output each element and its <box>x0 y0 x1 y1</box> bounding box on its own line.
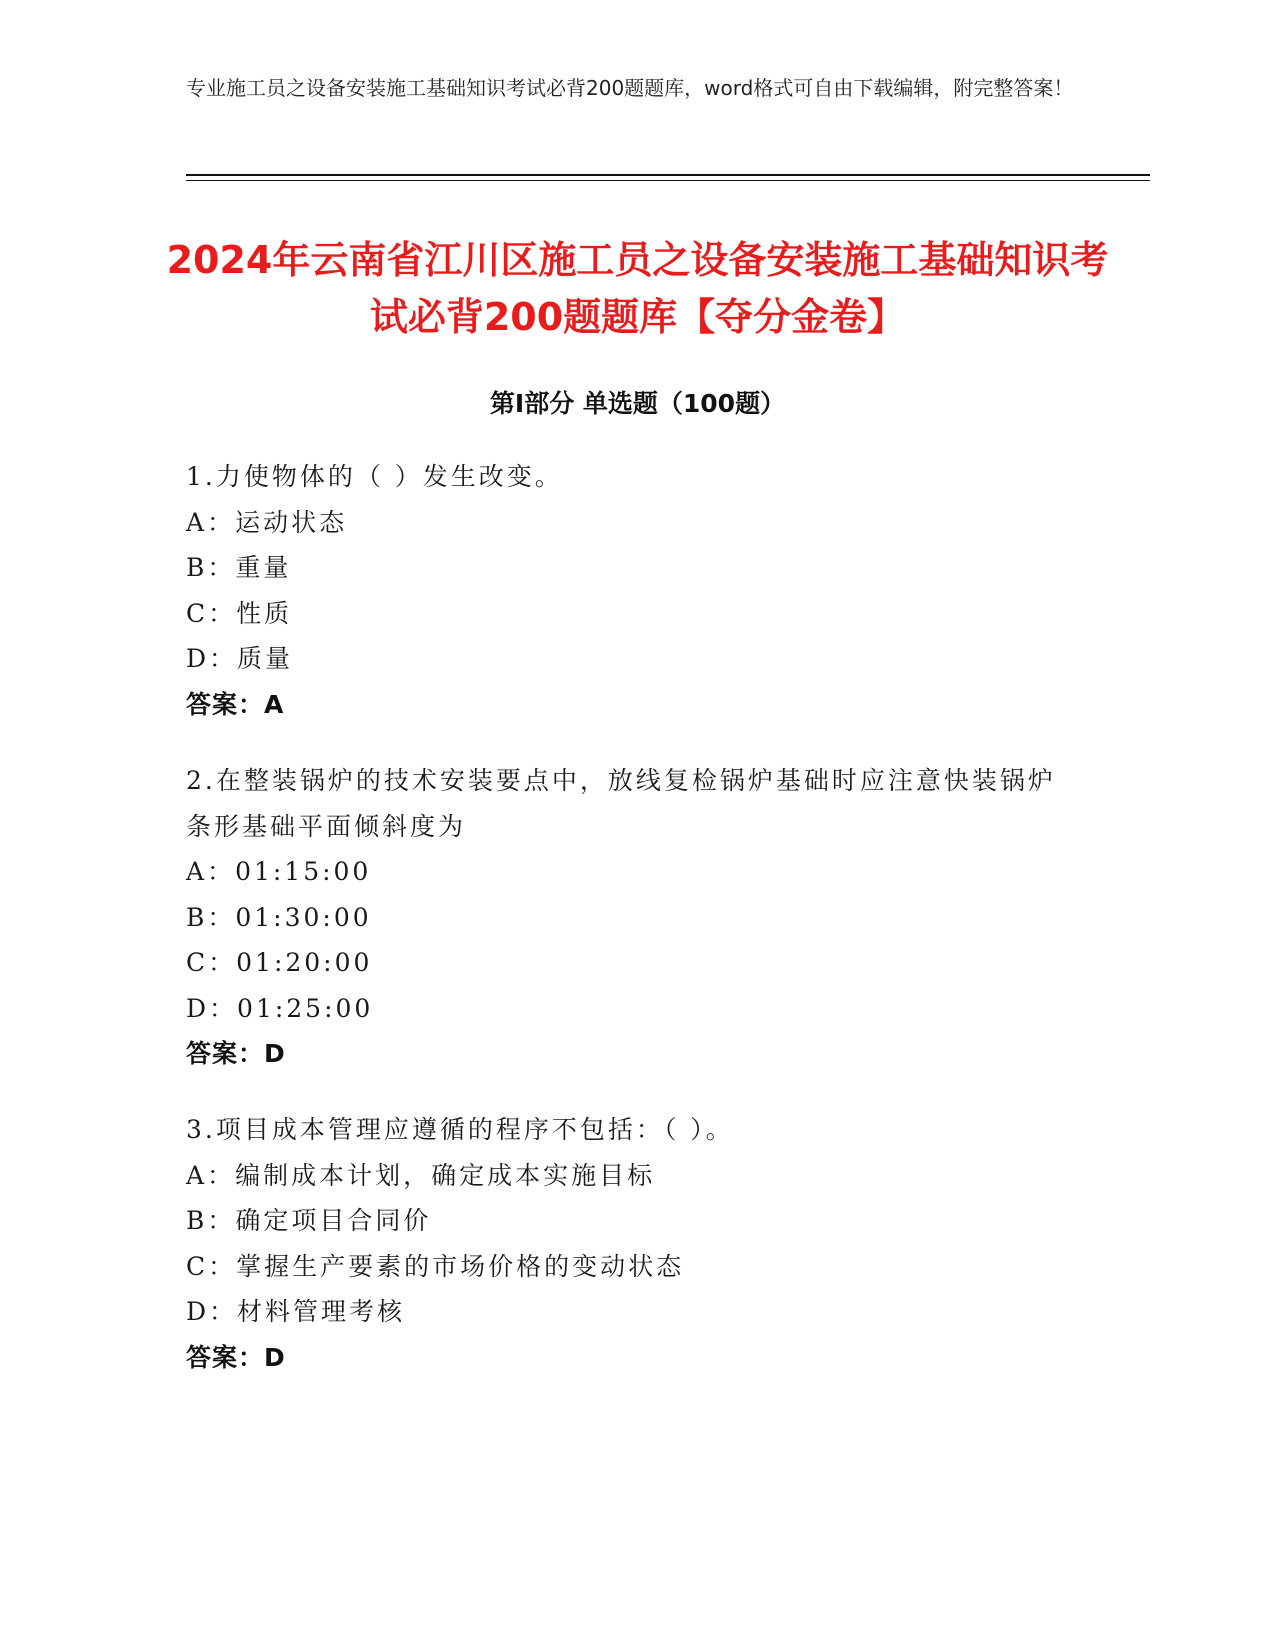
option-c <box>186 591 1066 637</box>
question-3 <box>186 1107 1066 1380</box>
option-letter: C： <box>186 948 237 977</box>
option-d <box>186 986 1066 1032</box>
option-text: 编制成本计划，确定成本实施目标 <box>235 1160 656 1190</box>
question-stem: 3.项目成本管理应遵循的程序不包括：（ ）。 <box>186 1115 734 1144</box>
option-c <box>186 940 1066 986</box>
option-letter: D： <box>186 993 238 1023</box>
option-text: 01:15:00 <box>235 857 372 886</box>
option-letter: A： <box>186 507 236 537</box>
option-text: 材料管理考核 <box>237 1297 406 1326</box>
document-title: 2024年云南省江川区施工员之设备安装施工基础知识考试必背200题题库【夺分金卷】 <box>166 238 1109 339</box>
option-text: 01:20:00 <box>236 948 373 977</box>
answer-line: 答案：D <box>186 1342 286 1372</box>
option-a <box>186 849 1066 895</box>
question-2 <box>186 758 1066 1077</box>
option-b <box>186 545 1066 591</box>
option-d <box>186 1289 1066 1335</box>
section-heading: 第Ⅰ部分 单选题（100题） <box>489 389 786 418</box>
option-a <box>186 500 1066 546</box>
header-note: 专业施工员之设备安装施工基础知识考试必背200题题库，word格式可自由下载编辑，附完整答案！ <box>186 76 1074 100</box>
option-letter: C： <box>186 598 237 628</box>
option-letter: D： <box>186 1297 238 1326</box>
header-divider-thin <box>186 180 1150 181</box>
option-letter: A： <box>186 1160 236 1190</box>
option-text: 质量 <box>237 644 294 673</box>
answer-line: 答案：D <box>186 1039 286 1068</box>
option-text: 确定项目合同价 <box>235 1206 432 1235</box>
option-text: 01:30:00 <box>235 902 372 932</box>
option-text: 性质 <box>236 598 293 628</box>
header-divider-thick <box>186 174 1150 176</box>
option-text: 运动状态 <box>235 507 348 537</box>
option-b <box>186 1198 1066 1244</box>
option-letter: B： <box>186 1206 236 1235</box>
option-letter: B： <box>186 553 236 582</box>
answer-line: 答案：A <box>186 689 285 719</box>
question-stem: 2.在整装锅炉的技术安装要点中，放线复检锅炉基础时应注意快装锅炉条形基础平面倾斜度为 <box>186 766 1056 841</box>
option-letter: D： <box>186 644 238 673</box>
option-text: 掌握生产要素的市场价格的变动状态 <box>236 1251 685 1281</box>
option-letter: B： <box>186 902 236 932</box>
question-1 <box>186 454 1066 727</box>
option-letter: C： <box>186 1251 237 1281</box>
option-c <box>186 1244 1066 1290</box>
option-d <box>186 636 1066 682</box>
question-stem: 1.力使物体的（ ）发生改变。 <box>186 462 563 491</box>
option-text: 01:25:00 <box>237 993 374 1023</box>
option-text: 重量 <box>235 553 292 582</box>
option-letter: A： <box>186 857 236 886</box>
option-a <box>186 1153 1066 1199</box>
option-b <box>186 895 1066 941</box>
